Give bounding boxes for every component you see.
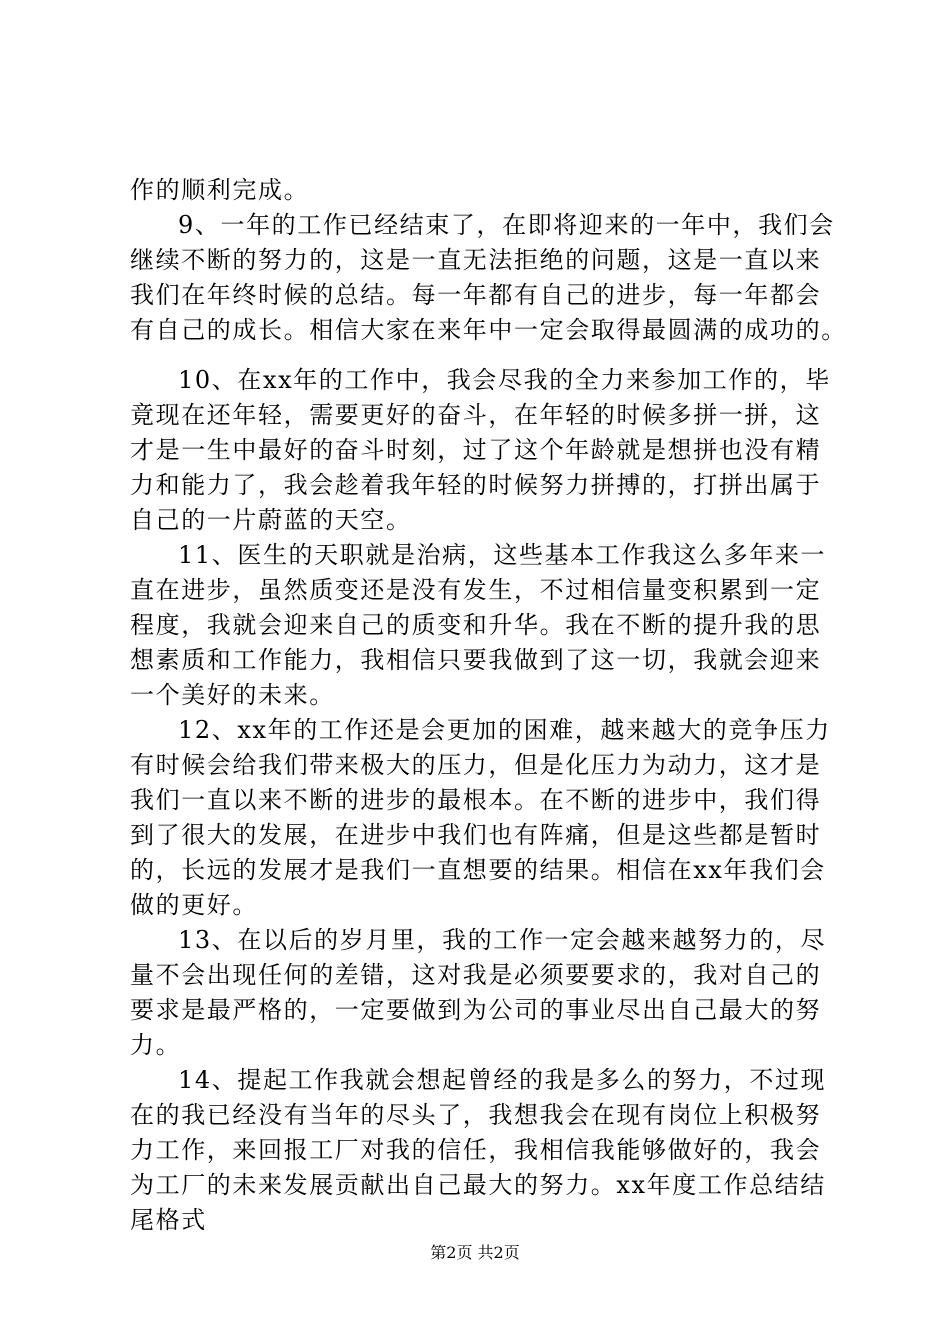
text-line: 作的顺利完成。 [130,176,310,204]
text-line: 在的我已经没有当年的尽头了，我想我会在现有岗位上积极努 [130,1101,822,1129]
paragraph-14-line: 14、提起工作我就会想起曾经的我是多么的努力，不过现 [178,1066,827,1094]
text-line: 程度，我就会迎来自己的质变和升华。我在不断的提升我的思 [130,611,822,639]
text-line: 量不会出现任何的差错，这对我是必须要要求的，我对自己的 [130,961,822,989]
text-line: 为工厂的未来发展贡献出自己最大的努力。xx年度工作总结结 [130,1171,826,1199]
text-line: 尾格式 [130,1206,207,1234]
paragraph-12-line: 12、xx年的工作还是会更加的困难，越来越大的竞争压力 [178,716,831,744]
text-line: 直在进步，虽然质变还是没有发生，不过相信量变积累到一定 [130,576,822,604]
text-line: 的，长远的发展才是我们一直想要的结果。相信在xx年我们会 [130,856,826,884]
text-line: 到了很大的发展，在进步中我们也有阵痛，但是这些都是暂时 [130,821,822,849]
text-line: 自己的一片蔚蓝的天空。 [130,506,412,534]
paragraph-13-line: 13、在以后的岁月里，我的工作一定会越来越努力的，尽 [178,926,827,954]
text-line: 力。 [130,1031,182,1059]
text-line: 力和能力了，我会趁着我年轻的时候努力拼搏的，打拼出属于 [130,471,822,499]
text-line: 才是一生中最好的奋斗时刻，过了这个年龄就是想拼也没有精 [130,436,822,464]
paragraph-11-line: 11、医生的天职就是治病，这些基本工作我这么多年来一 [178,541,827,569]
text-line: 一个美好的未来。 [130,681,335,709]
text-line: 做的更好。 [130,891,258,919]
paragraph-10-line: 10、在xx年的工作中，我会尽我的全力来参加工作的，毕 [178,366,831,394]
text-line: 我们一直以来不断的进步的最根本。在不断的进步中，我们得 [130,786,822,814]
text-line: 我们在年终时候的总结。每一年都有自己的进步，每一年都会 [130,281,822,309]
page-number-footer: 第2页 共2页 [430,1243,520,1262]
text-line: 要求是最严格的，一定要做到为公司的事业尽出自己最大的努 [130,996,822,1024]
text-line: 有时候会给我们带来极大的压力，但是化压力为动力，这才是 [130,751,822,779]
text-line: 有自己的成长。相信大家在来年中一定会取得最圆满的成功的。 [130,316,847,344]
text-line: 力工作，来回报工厂对我的信任，我相信我能够做好的，我会 [130,1136,822,1164]
paragraph-9-line: 9、一年的工作已经结束了，在即将迎来的一年中，我们会 [178,211,835,239]
text-line: 继续不断的努力的，这是一直无法拒绝的问题，这是一直以来 [130,246,822,274]
text-line: 竟现在还年轻，需要更好的奋斗，在年轻的时候多拼一拼，这 [130,401,822,429]
text-line: 想素质和工作能力，我相信只要我做到了这一切，我就会迎来 [130,646,822,674]
